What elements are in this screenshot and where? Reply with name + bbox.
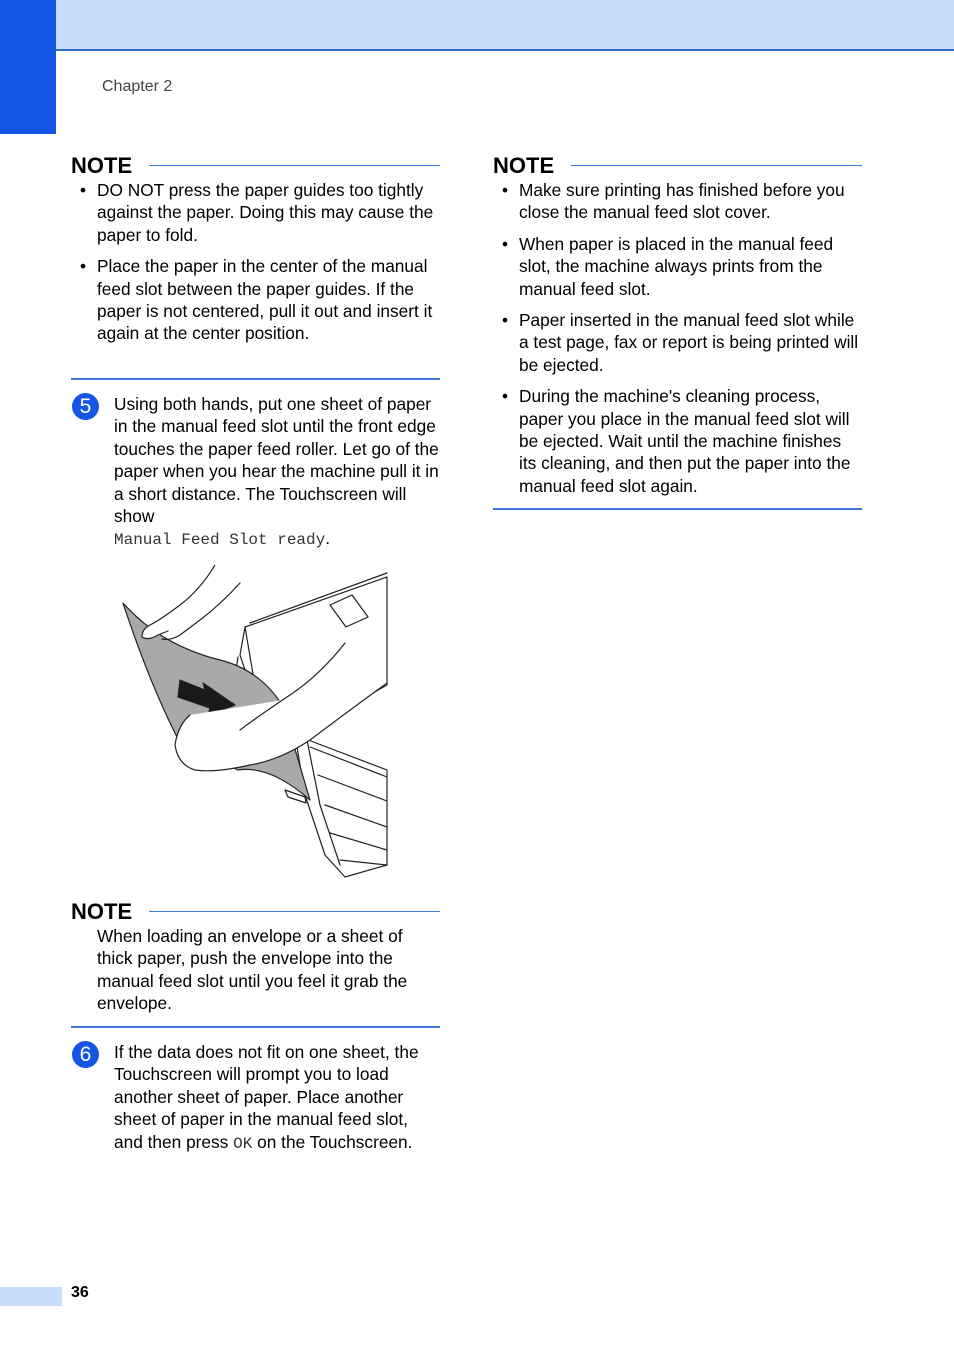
note-item: • Make sure printing has finished before you close the manual feed slot cover.	[502, 180, 845, 223]
manual-feed-illustration	[120, 565, 390, 880]
step-text: If the data does not fit on one sheet, the Touchscreen will prompt you to load another sheet of paper. Place another sheet of paper in the manual feed slot, and then press OK on the Touchscreen.	[114, 1042, 419, 1153]
header-band	[0, 0, 954, 51]
step-6	[72, 1041, 441, 1155]
note-envelope	[71, 899, 440, 1015]
step-text: Using both hands, put one sheet of paper in the manual feed slot until the front edge touches the paper feed roller. Let go of the paper when you hear the machine pull it in a short distance. The Touchscreen will show Manual Feed Slot ready.	[114, 394, 439, 550]
page-number: 36	[71, 1284, 89, 1301]
ok-button-label: OK	[233, 1134, 253, 1153]
note-rule	[149, 165, 440, 166]
chapter-tab	[0, 0, 56, 134]
note-title: NOTE	[71, 899, 138, 925]
touchscreen-message: Manual Feed Slot ready	[114, 531, 326, 550]
note-item: • When paper is placed in the manual feed slot, the machine always prints from the manual feed slot.	[502, 233, 834, 299]
note-bottom-rule	[493, 508, 862, 510]
chapter-label: Chapter 2	[102, 78, 173, 95]
note-manual-feed	[493, 153, 862, 506]
note-item: • DO NOT press the paper guides too tightly against the paper. Doing this may cause the paper to fold.	[80, 180, 434, 245]
note-item: • Place the paper in the center of the manual feed slot between the paper guides. If the paper is not centered, pull it out and insert it again at the center position.	[80, 256, 433, 344]
note-rule	[149, 911, 440, 912]
note-bottom-rule	[71, 378, 440, 380]
note-paper-guides	[71, 153, 440, 354]
note-item: • Paper inserted in the manual feed slot while a test page, fax or report is being printed will be ejected.	[502, 310, 859, 375]
step-5	[72, 393, 441, 552]
note-title: NOTE	[71, 153, 138, 179]
note-title: NOTE	[493, 153, 560, 179]
page-number-bar	[0, 1287, 62, 1306]
step-number-badge: 6	[72, 1041, 99, 1068]
note-rule	[571, 165, 862, 166]
note-bottom-rule	[71, 1026, 440, 1028]
note-item: • During the machine's cleaning process, paper you place in the manual feed slot will be ejected. Wait until the machine finishes its cleaning, and then put the paper into the manual feed slot again.	[502, 386, 851, 496]
step-number-badge: 5	[72, 393, 99, 420]
note-text: When loading an envelope or a sheet of thick paper, push the envelope into the manual feed slot until you feel it grab the envelope.	[97, 926, 408, 1014]
